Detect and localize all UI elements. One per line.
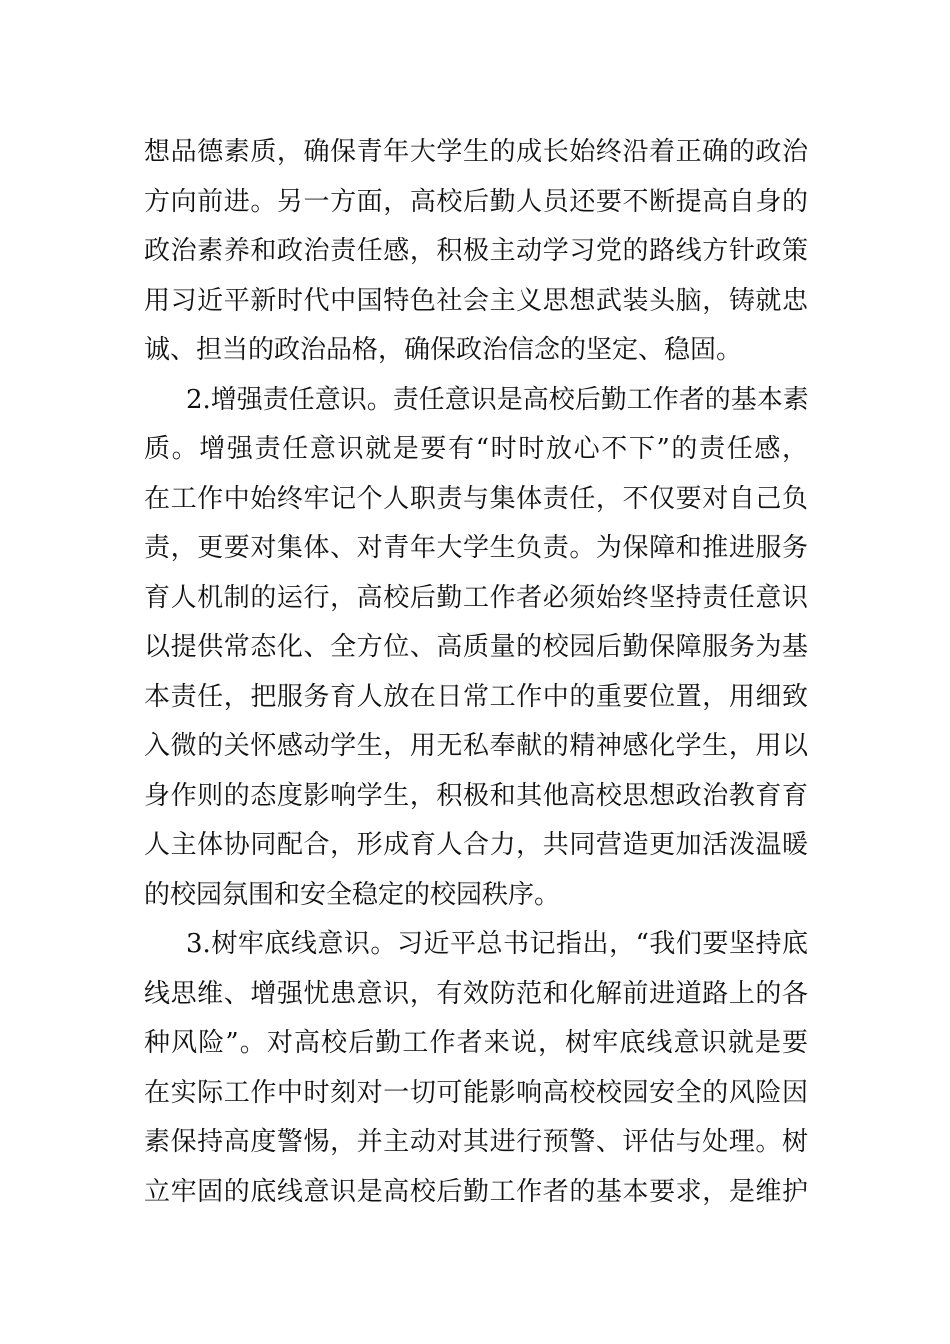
text-line: 想品德素质，确保青年大学生的成长始终沿着正确的政治 [144,137,808,167]
paragraph-2 [144,376,808,921]
text-line: 身作则的态度影响学生，积极和其他高校思想政治教育育 [144,780,808,811]
text-line: 3.树牢底线意识。习近平总书记指出，“我们要坚持底 [186,929,808,959]
text-line: 素保持高度警惕，并主动对其进行预警、评估与处理。树 [144,1127,808,1157]
text-line: 以提供常态化、全方位、高质量的校园后勤保障服务为基 [144,632,808,662]
text-line: 2.增强责任意识。责任意识是高校后勤工作者的基本素 [186,384,809,415]
text-line: 本责任，把服务育人放在日常工作中的重要位置，用细致 [144,681,808,712]
text-line: 在实际工作中时刻对一切可能影响高校校园安全的风险因 [144,1077,808,1108]
paragraph-1 [144,128,808,376]
document-body [144,128,808,1217]
paragraph-3 [144,920,808,1217]
text-line: 人主体协同配合，形成育人合力，共同营造更加活泼温暖 [144,830,808,860]
text-line: 用习近平新时代中国特色社会主义思想武装头脑，铸就忠 [144,285,808,316]
text-line: 入微的关怀感动学生，用无私奉献的精神感化学生，用以 [144,731,808,761]
text-line: 方向前进。另一方面，高校后勤人员还要不断提高自身的 [144,186,808,217]
text-line: 政治素养和政治责任感，积极主动学习党的路线方针政策 [144,236,808,266]
text-line: 线思维、增强忧患意识，有效防范和化解前进道路上的各 [144,978,808,1009]
text-line: 责，更要对集体、对青年大学生负责。为保障和推进服务 [144,533,808,563]
text-line: 质。增强责任意识就是要有“时时放心不下”的责任感， [144,434,808,464]
text-line: 种风险”。对高校后勤工作者来说，树牢底线意识就是要 [144,1028,808,1058]
text-line: 在工作中始终牢记个人职责与集体责任，不仅要对自己负 [144,483,808,514]
text-line: 立牢固的底线意识是高校后勤工作者的基本要求，是维护 [144,1176,808,1207]
text-line: 诚、担当的政治品格，确保政治信念的坚定、稳固。 [144,335,743,365]
text-line: 育人机制的运行，高校后勤工作者必须始终坚持责任意识 [144,582,808,613]
text-line: 的校园氛围和安全稳定的校园秩序。 [144,879,561,910]
